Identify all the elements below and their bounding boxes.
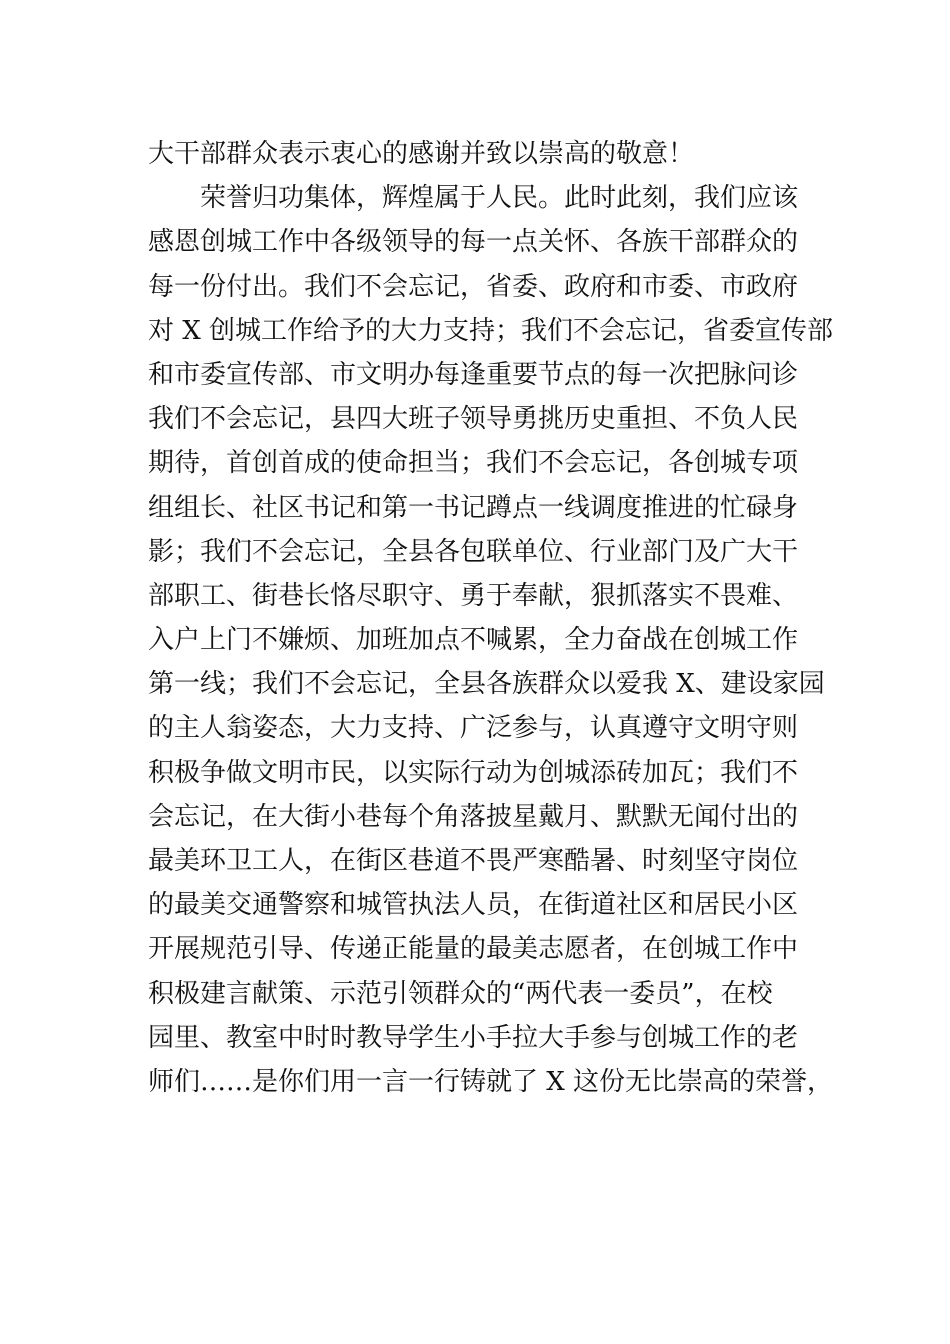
text-line: 期待，首创首成的使命担当；我们不会忘记，各创城专项: [148, 448, 799, 479]
text-line: 园里、教室中时时教导学生小手拉大手参与创城工作的老: [148, 1022, 799, 1053]
body-text: [148, 132, 834, 1104]
text-line: 和市委宣传部、市文明办每逢重要节点的每一次把脉问诊: [148, 359, 799, 390]
text-line: 第一线；我们不会忘记，全县各族群众以爱我 X、建设家园: [148, 669, 825, 700]
text-line: 我们不会忘记，县四大班子领导勇挑历史重担、不负人民: [148, 404, 799, 435]
text-line: 师们……是你们用一言一行铸就了 X 这份无比崇高的荣誉，: [148, 1066, 834, 1097]
text-line: 最美环卫工人，在街区巷道不畏严寒酷暑、时刻坚守岗位: [148, 846, 799, 876]
text-line: 每一份付出。我们不会忘记，省委、政府和市委、市政府: [148, 271, 799, 302]
text-line: 影；我们不会忘记，全县各包联单位、行业部门及广大干: [148, 536, 799, 567]
text-line: 入户上门不嫌烦、加班加点不喊累，全力奋战在创城工作: [148, 625, 799, 656]
text-line: 积极争做文明市民，以实际行动为创城添砖加瓦；我们不: [148, 757, 799, 788]
text-line: 开展规范引导、传递正能量的最美志愿者，在创城工作中: [148, 934, 799, 965]
text-line: 感恩创城工作中各级领导的每一点关怀、各族干部群众的: [148, 227, 799, 258]
text-line: 的最美交通警察和城管执法人员，在街道社区和居民小区: [148, 890, 799, 921]
text-line: 大干部群众表示衷心的感谢并致以崇高的敬意！: [148, 139, 695, 169]
text-line: 积极建言献策、示范引领群众的“两代表一委员”，在校: [148, 978, 773, 1009]
text-line: 对 X 创城工作给予的大力支持；我们不会忘记，省委宣传部: [148, 315, 834, 346]
paragraph-first-line: 荣誉归功集体，辉煌属于人民。此时此刻，我们应该: [200, 183, 799, 214]
text-line: 会忘记，在大街小巷每个角落披星戴月、默默无闻付出的: [148, 801, 799, 832]
text-line: 部职工、街巷长恪尽职守、勇于奉献，狠抓落实不畏难、: [148, 580, 799, 611]
text-line: 组组长、社区书记和第一书记蹲点一线调度推进的忙碌身: [148, 492, 799, 523]
text-line: 的主人翁姿态，大力支持、广泛参与，认真遵守文明守则: [148, 713, 799, 744]
